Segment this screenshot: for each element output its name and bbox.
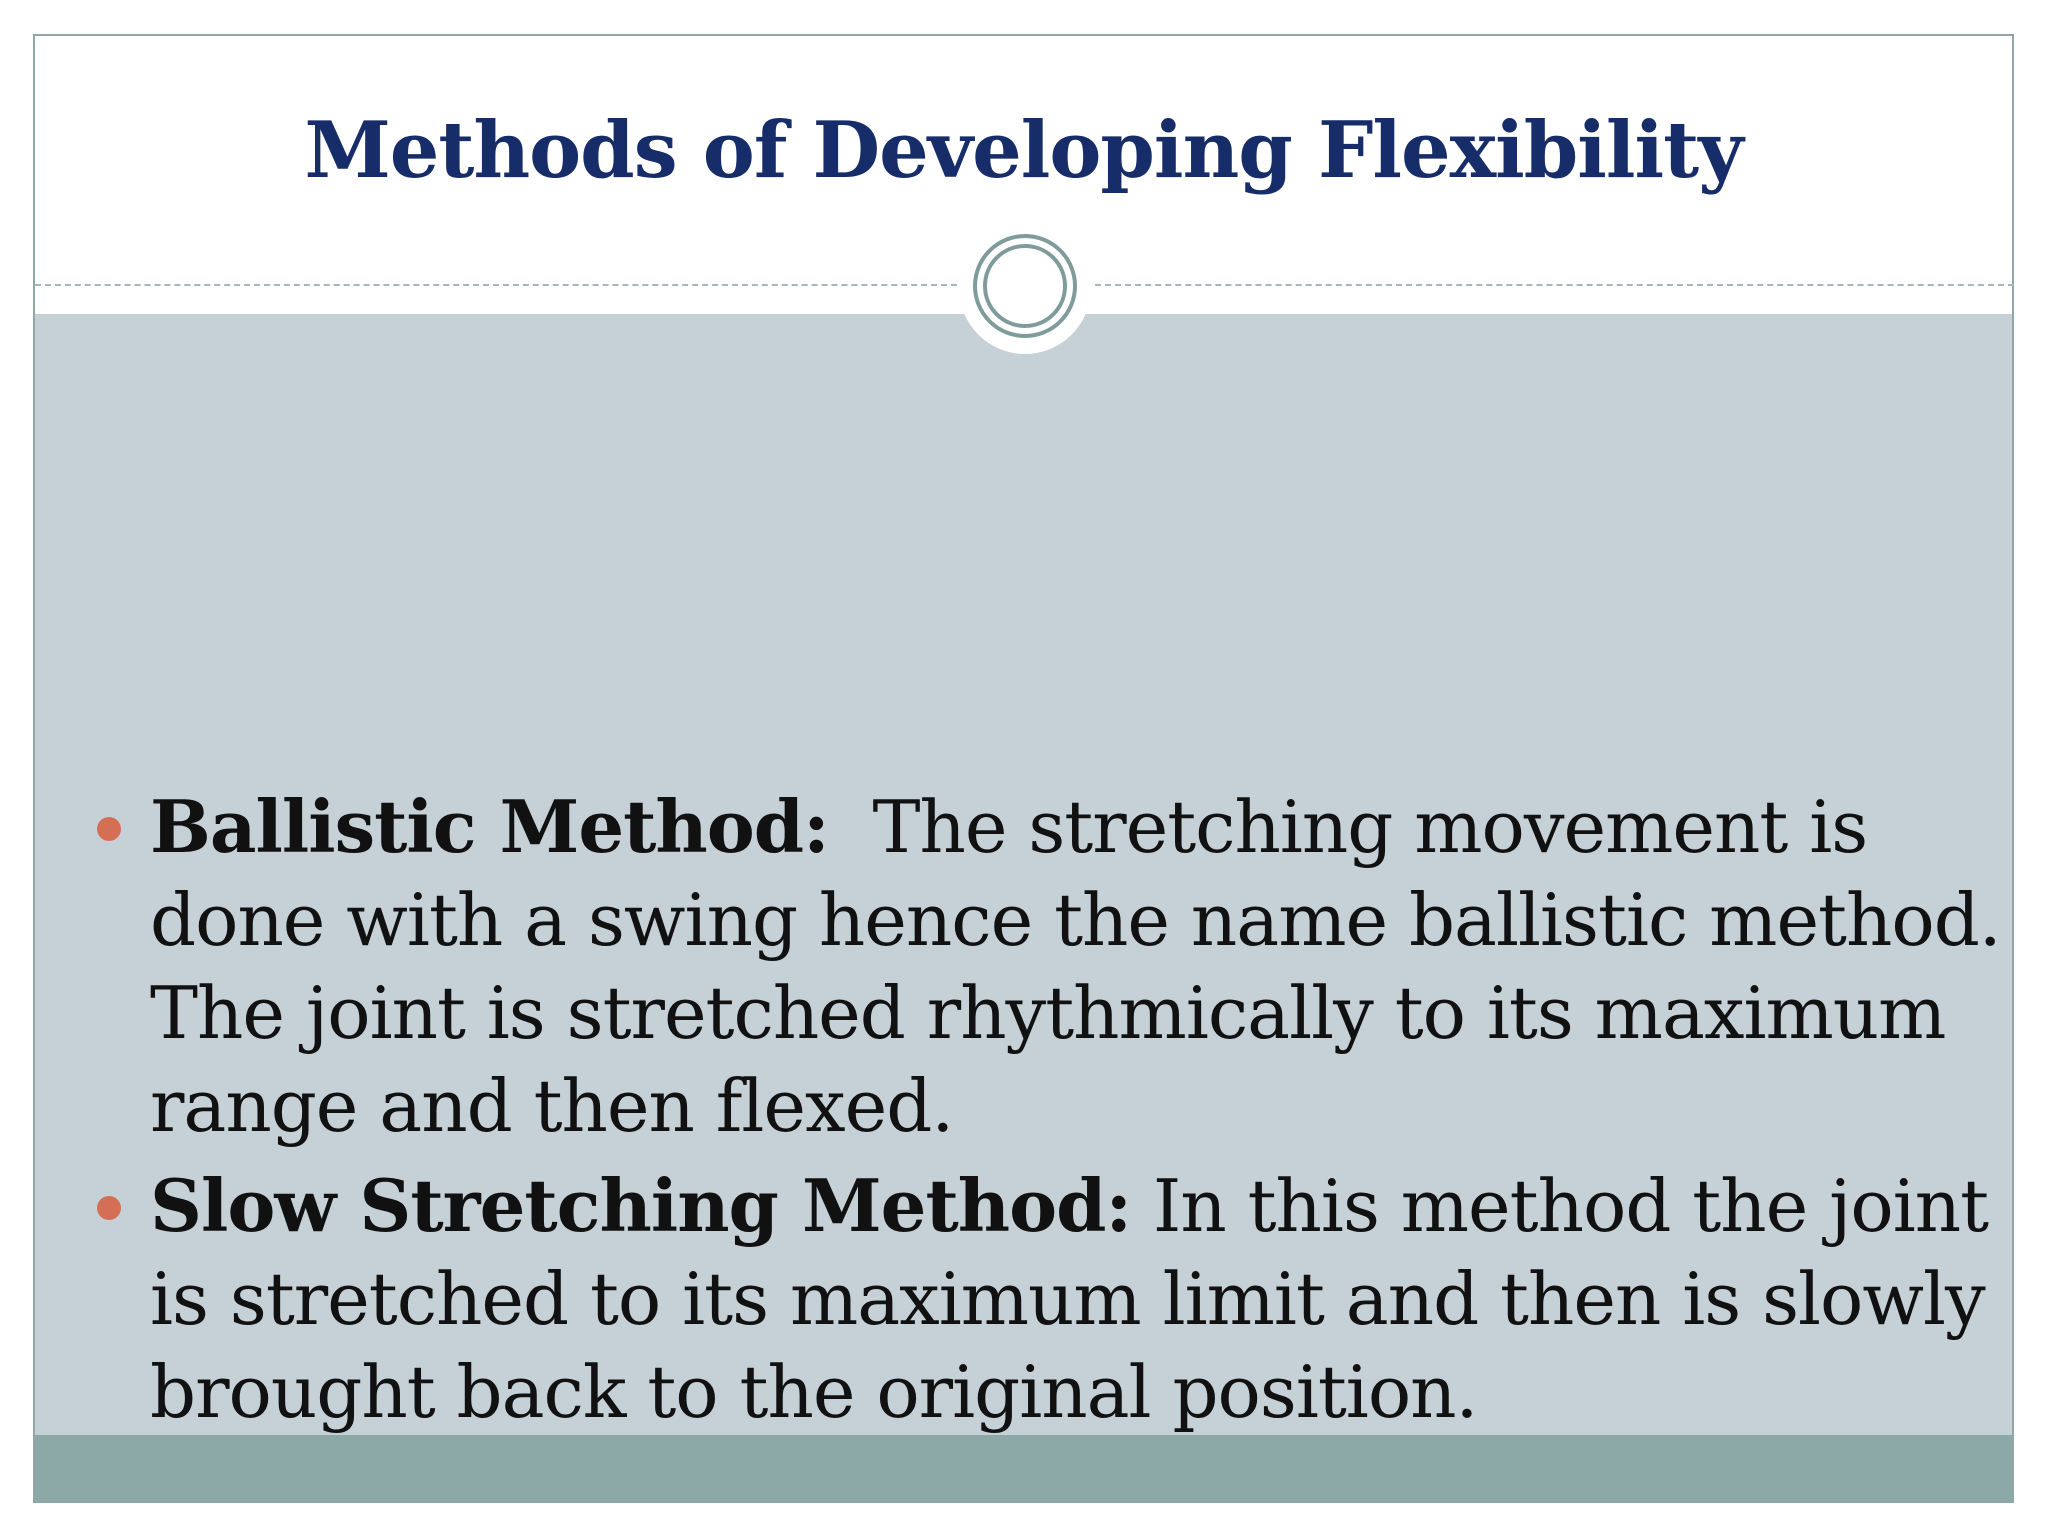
title-divider-right <box>1095 284 2014 286</box>
bullet-text: The stretching movement is done with a swing hence the name ballistic method. The joint is stretched rhythmically to its maximum range and then flexed. <box>150 785 2023 1148</box>
title-divider-left <box>35 284 957 286</box>
bullet-text: In this method the joint is stretched to its maximum limit and then is slowly brought back to the original position. <box>150 1164 2010 1434</box>
bullet-dot-icon <box>97 1196 121 1220</box>
bullet-list <box>150 780 2023 1445</box>
footer-band <box>35 1435 2012 1503</box>
bullet-item-slow-stretching-method <box>150 1159 2010 1439</box>
content-panel <box>35 314 2023 1435</box>
bullet-dot-icon <box>97 817 121 841</box>
circle-ornament-icon <box>973 234 1077 338</box>
slide-title: Methods of Developing Flexibility <box>304 105 1743 196</box>
bullet-item-ballistic-method <box>150 780 2023 1153</box>
bullet-term: Slow Stretching Method: <box>150 1163 1132 1248</box>
slide <box>33 34 2023 1503</box>
bullet-term: Ballistic Method: <box>150 784 829 869</box>
